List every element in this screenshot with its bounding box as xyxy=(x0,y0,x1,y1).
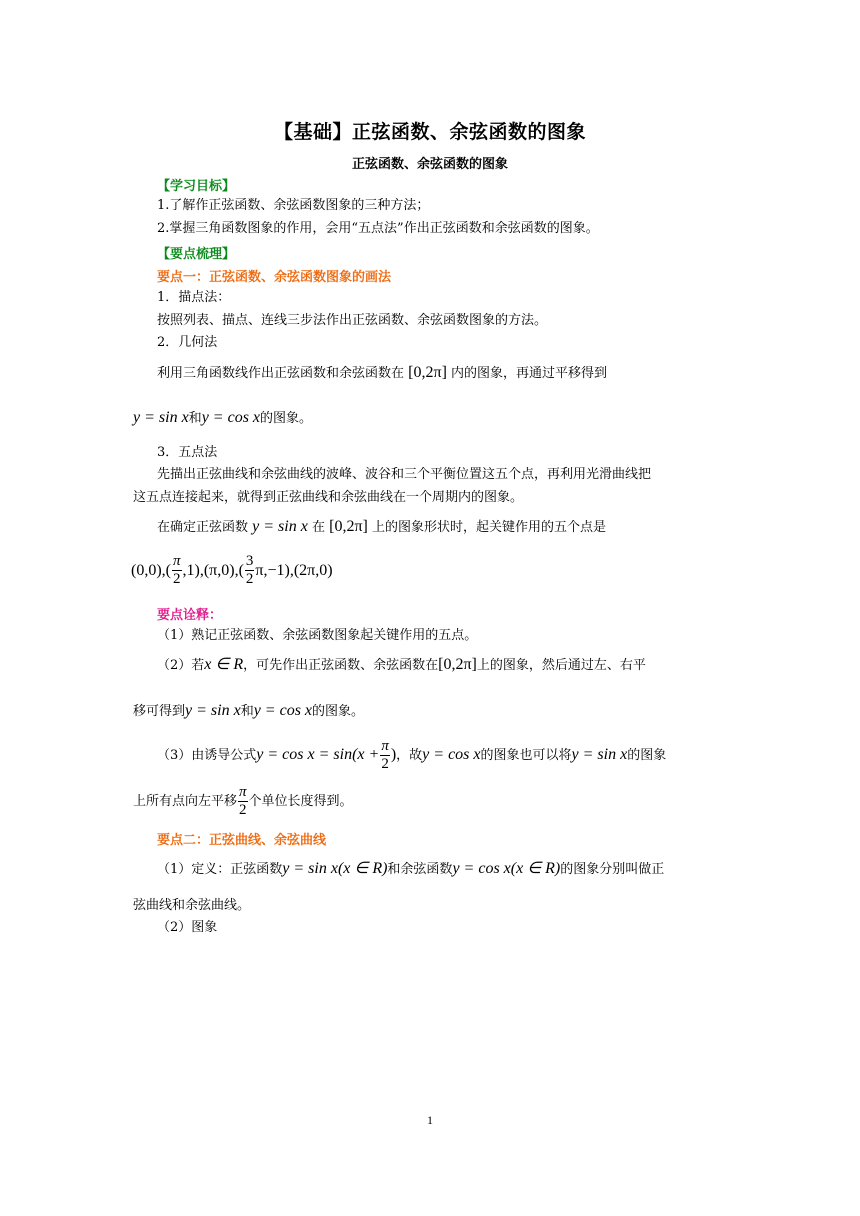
method1-text: 按照列表、描点、连线三步法作出正弦函数、余弦函数图象的方法。 xyxy=(157,313,548,328)
notes-heading: 要点诠释： xyxy=(157,608,223,623)
cosine-equation: y = cos x xyxy=(253,702,313,719)
interval-expr: [0,2π] xyxy=(329,518,368,535)
note-2-line1: （2）若x ∈ R，可先作出正弦函数、余弦函数在[0,2π]上的图象，然后通过左、右平 xyxy=(157,656,646,673)
note-2-line2: 移可得到y = sin x和y = cos x的图象。 xyxy=(133,702,365,719)
method2-title: 2．几何法 xyxy=(157,335,218,350)
goal-1: 1.了解作正弦函数、余弦函数图象的三种方法； xyxy=(157,198,430,213)
cosine-equation: y = cos x xyxy=(422,746,481,763)
interval-expr: [0,2π] xyxy=(408,364,447,381)
five-points-expression: (0,0),( $\frac{\pi}{2}$ ,1),(π,0),( $\frac{3}{2}$ π,−1),(2π,0) xyxy=(131,553,333,587)
definition-line2: 弦曲线和余弦曲线。 xyxy=(133,898,251,913)
sine-equation: y = sin x xyxy=(133,409,189,426)
graph-label: （2）图象 xyxy=(157,920,218,935)
fraction: $\frac{3}{2}$ xyxy=(245,553,254,587)
method2-line2: y = sin x和y = cos x的图象。 xyxy=(133,409,313,426)
page-title: 【基础】正弦函数、余弦函数的图象 xyxy=(273,121,586,143)
sine-function-def: y = sin x(x ∈ R) xyxy=(282,860,388,877)
method3-text2: 这五点连接起来，就得到正弦曲线和余弦曲线在一个周期内的图象。 xyxy=(133,490,524,505)
page-number: 1 xyxy=(427,1113,433,1127)
note-3-line1: （3）由诱导公式y = cos x = sin(x + $\frac{\pi}{2}$ )，故y = cos x的图象也可以将y = sin x的图象 xyxy=(157,738,667,772)
method3-text3: 在确定正弦函数 y = sin x 在 [0,2π] 上的图象形状时，起关键作用的五个点是 xyxy=(157,518,607,535)
goals-heading: 【学习目标】 xyxy=(157,179,236,194)
method1-title: 1．描点法： xyxy=(157,290,231,305)
induction-formula: y = cos x = sin(x + xyxy=(256,746,380,763)
fraction: $\frac{\pi}{2}$ xyxy=(381,738,389,772)
cosine-equation: y = cos x xyxy=(201,409,261,426)
point2-heading: 要点二：正弦曲线、余弦曲线 xyxy=(157,833,327,848)
goal-2: 2.掌握三角函数图象的作用，会用“五点法”作出正弦函数和余弦函数的图象。 xyxy=(157,221,599,236)
cosine-function-def: y = cos x(x ∈ R) xyxy=(452,860,561,877)
sine-equation: y = sin x xyxy=(185,702,241,719)
condition-expr: x ∈ R xyxy=(204,656,244,673)
page-subtitle: 正弦函数、余弦函数的图象 xyxy=(351,157,508,172)
fraction: $\frac{\pi}{2}$ xyxy=(239,784,247,818)
method3-text1: 先描出正弦曲线和余弦曲线的波峰、波谷和三个平衡位置这五个点，再利用光滑曲线把 xyxy=(157,467,652,482)
fraction: $\frac{\pi}{2}$ xyxy=(172,553,181,587)
interval-expr: [0,2π] xyxy=(438,656,477,673)
point1-heading: 要点一：正弦函数、余弦函数图象的画法 xyxy=(157,270,392,285)
method2-line1: 利用三角函数线作出正弦函数和余弦函数在 [0,2π] 内的图象，再通过平移得到 xyxy=(157,364,608,381)
definition-line1: （1）定义：正弦函数y = sin x(x ∈ R)和余弦函数y = cos x(x ∈ R)的图象分别叫做正 xyxy=(157,860,665,877)
note-3-line2: 上所有点向左平移 $\frac{\pi}{2}$ 个单位长度得到。 xyxy=(133,784,353,818)
method3-title: 3．五点法 xyxy=(157,445,218,460)
sine-equation: y = sin x xyxy=(252,518,308,535)
note-1: （1）熟记正弦函数、余弦函数图象起关键作用的五点。 xyxy=(157,628,478,643)
summary-heading: 【要点梳理】 xyxy=(157,247,236,262)
sine-equation: y = sin x xyxy=(571,746,628,763)
